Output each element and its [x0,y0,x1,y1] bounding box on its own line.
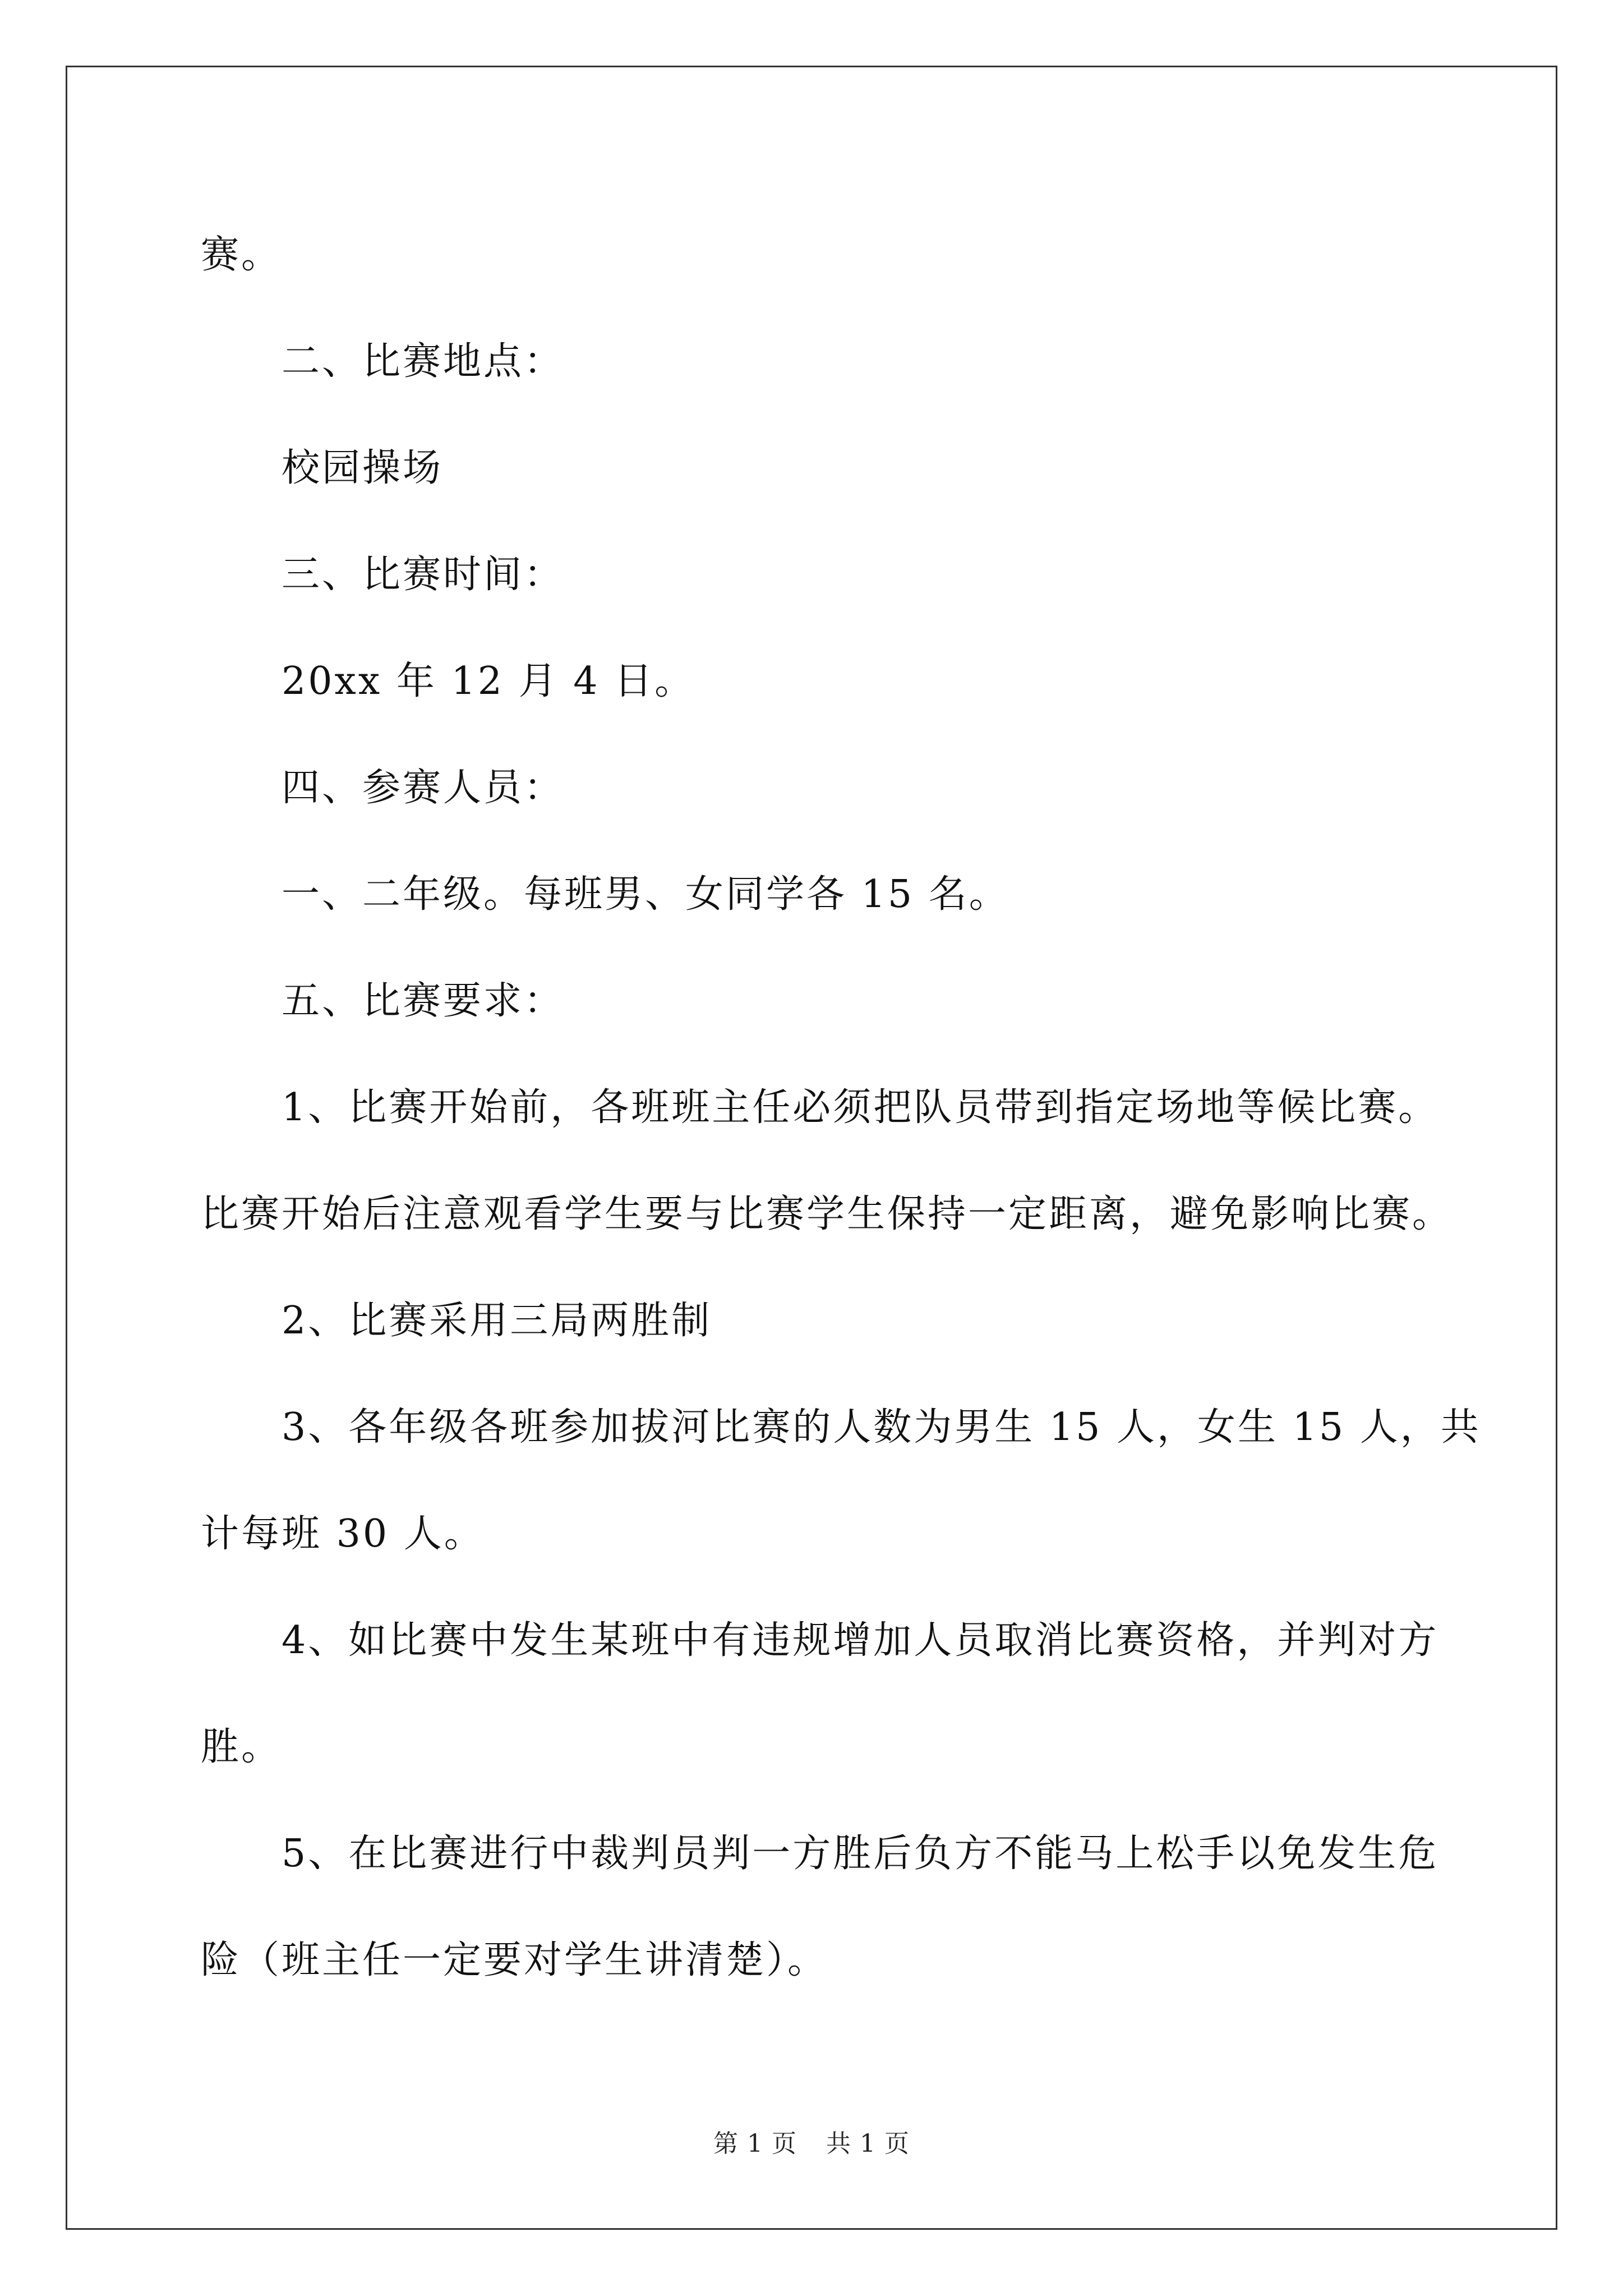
location-value: 校园操场 [282,446,444,490]
requirement-5-line-2: 险（班主任一定要对学生讲清楚）。 [201,1938,828,1982]
requirement-4-line-1: 4、如比赛中发生某班中有违规增加人员取消比赛资格，并判对方 [282,1618,1439,1663]
page-total: 共 1 页 [826,2129,910,2158]
requirement-3-line-1: 3、各年级各班参加拔河比赛的人数为男生 15 人，女生 15 人，共 [282,1405,1481,1450]
requirement-4-line-2: 胜。 [201,1725,282,1769]
heading-time: 三、比赛时间： [282,553,565,597]
time-value: 20xx 年 12 月 4 日。 [282,659,695,703]
heading-requirements: 五、比赛要求： [282,979,565,1023]
heading-participants: 四、参赛人员： [282,766,565,810]
requirement-1-line-1: 1、比赛开始前，各班班主任必须把队员带到指定场地等候比赛。 [282,1085,1439,1130]
document-body [201,202,1481,2014]
requirement-3-line-2: 计每班 30 人。 [201,1512,485,1556]
participants-value: 一、二年级。每班男、女同学各 15 名。 [282,872,1009,917]
paragraph-continuation: 赛。 [201,233,282,277]
heading-location: 二、比赛地点： [282,339,565,384]
requirement-2: 2、比赛采用三局两胜制 [282,1299,712,1343]
requirement-5-line-1: 5、在比赛进行中裁判员判一方胜后负方不能马上松手以免发生危 [282,1832,1439,1876]
page-footer [0,2123,1623,2159]
requirement-1-line-2: 比赛开始后注意观看学生要与比赛学生保持一定距离，避免影响比赛。 [201,1192,1453,1236]
page-number: 第 1 页 [713,2129,797,2158]
